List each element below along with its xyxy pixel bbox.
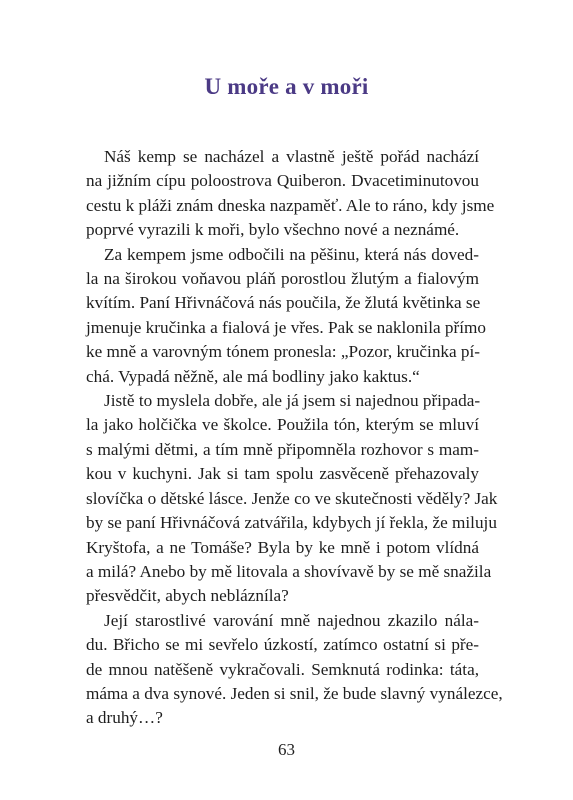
text-line: kvítím. Paní Hřivnáčová nás poučila, že žlutá květinka se: [86, 293, 481, 313]
text-line: s malými dětmi, a tím mně připomněla rozhovor s mam-: [86, 439, 479, 459]
text-line: přesvědčit, abych neblázníla?: [86, 586, 289, 606]
chapter-title: U moře a v moři: [204, 74, 369, 99]
text-line: Jistě to myslela dobře, ale já jsem si najednou připada-: [104, 391, 481, 411]
paragraph-3: [86, 389, 498, 609]
text-line: chá. Vypadá něžně, ale má bodliny jako kaktus.“: [86, 366, 420, 386]
text-line: by se paní Hřivnáčová zatvářila, kdybych jí řekla, že miluju: [86, 513, 497, 533]
text-line: kou v kuchyni. Jak si tam spolu zasvěceně přehazovaly: [86, 464, 479, 484]
paragraph-1: [86, 145, 495, 243]
text-line: a druhý…?: [86, 708, 163, 728]
text-line: cestu k pláži znám dneska nazpaměť. Ale to ráno, kdy jsme: [86, 195, 495, 215]
text-line: la na širokou voňavou pláň porostlou žlutým a fialovým: [86, 269, 479, 289]
text-line: Její starostlivé varování mně najednou zkazilo nála-: [104, 610, 479, 630]
text-line: de mnou natěšeně vykračovali. Semknutá rodinka: táta,: [86, 659, 479, 679]
chapter-body: [86, 145, 503, 731]
page-number: 63: [278, 740, 295, 759]
text-line: máma a dva synové. Jeden si snil, že bude slavný vynálezce,: [86, 683, 503, 703]
paragraph-2: [86, 243, 486, 389]
text-line: poprvé vyrazili k moři, bylo všechno nové a neznámé.: [86, 220, 460, 240]
text-line: Kryštofa, a ne Tomáše? Byla by ke mně i potom vlídná: [86, 537, 479, 557]
text-line: la jako holčička ve školce. Použila tón, kterým se mluví: [86, 415, 479, 435]
paragraph-4: [86, 609, 503, 731]
text-line: Náš kemp se nacházel a vlastně ještě pořád nachází: [104, 147, 479, 166]
text-line: Za kempem jsme odbočili na pěšinu, která nás doved-: [104, 244, 479, 264]
text-line: na jižním cípu poloostrova Quiberon. Dvacetiminutovou: [86, 171, 479, 191]
text-line: jmenuje kručinka a fialová je vřes. Pak se naklonila přímo: [86, 317, 486, 337]
text-line: du. Břicho se mi sevřelo úzkostí, zatímco ostatní si pře-: [86, 635, 479, 655]
text-line: a milá? Anebo by mě litovala a shovívavě by se mě snažila: [86, 561, 492, 581]
text-line: slovíčka o dětské lásce. Jenže co ve skutečnosti věděly? Jak: [86, 488, 498, 508]
text-line: ke mně a varovným tónem pronesla: „Pozor, kručinka pí-: [86, 342, 481, 362]
